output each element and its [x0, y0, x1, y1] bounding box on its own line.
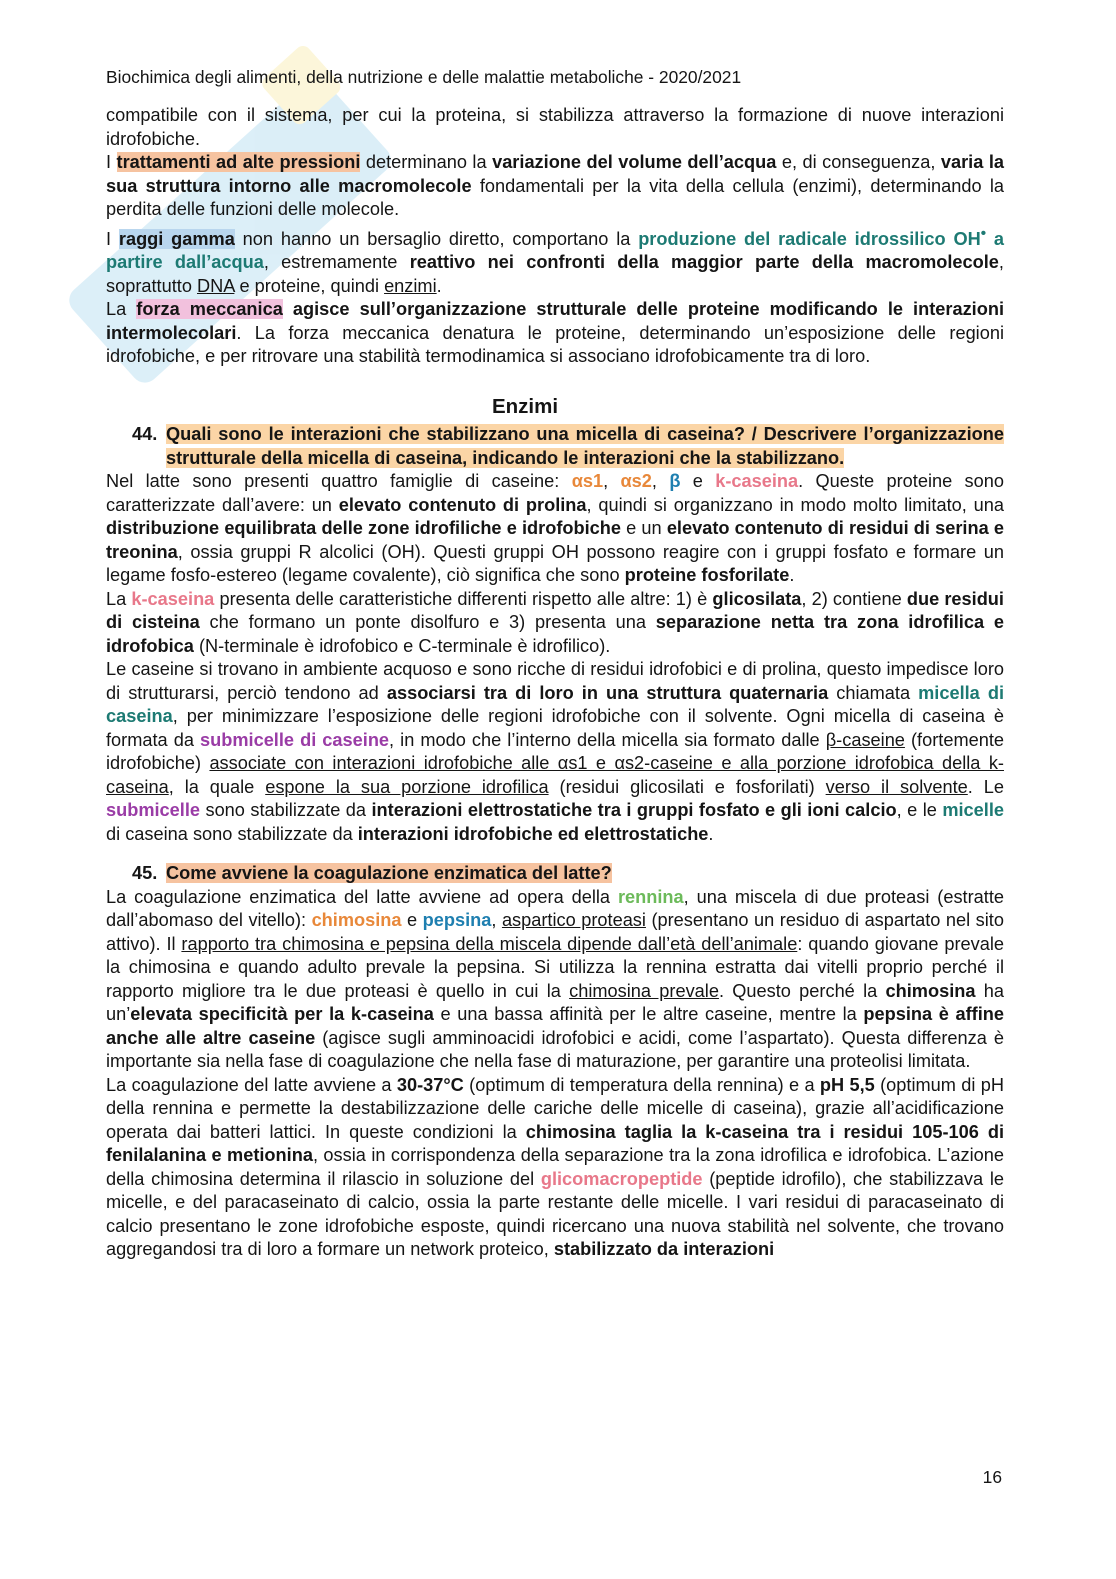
page-number: 16: [982, 1467, 1002, 1487]
highlight-term: trattamenti ad alte pressioni: [116, 152, 361, 172]
paragraph-gamma-rays: I raggi gamma non hanno un bersaglio diretto, comportano la produzione del radicale idrossilico OH• a partire dall’acqua, estremamente reattivo nei confronti della maggior parte della macromolecole, soprattutto DNA e proteine, quindi enzimi.: [106, 224, 1004, 296]
page-header: Biochimica degli alimenti, della nutrizione e delle malattie metaboliche - 2020/2021: [106, 67, 742, 87]
paragraph-mechanical-force: La forza meccanica agisce sull’organizzazione strutturale delle proteine modificando le interazioni intermolecolari. La forza meccanica denatura le proteine, determinando un’esposizione delle regioni idrofobiche, e per ritrovare una stabilità termodinamica si associano idrofobicamente tra di loro.: [106, 299, 1005, 367]
question-text: Quali sono le interazioni che stabilizzano una micella di caseina? / Descrivere l’organizzazione strutturale della micella di caseina, indicando le interazioni che la stabilizzano.: [166, 424, 1004, 468]
question-44: [106, 423, 1004, 470]
answer-paragraph: Le caseine si trovano in ambiente acquoso e sono ricche di residui idrofobici e di prolina, questo impedisce loro di strutturarsi, perciò tendono ad associarsi tra di loro in una struttura quaternaria chiamata micella di caseina, per minimizzare l’esposizione delle regioni idrofobiche con il solvente. Ogni micella di caseina è formata da submicelle di caseine, in modo che l’interno della micella sia formato dalle β-caseine (fortemente idrofobiche) associate con interazioni idrofobiche alle αs1 e αs2-caseine e alla porzione idrofobica della k-caseina, la quale espone la sua porzione idrofilica (residui glicosilati e fosforilati) verso il solvente. Le submicelle sono stabilizzate da interazioni elettrostatiche tra i gruppi fosfato e gli ioni calcio, e le micelle di caseina sono stabilizzate da interazioni idrofobiche ed elettrostatiche.: [106, 659, 1005, 844]
highlight-term: raggi gamma: [118, 228, 235, 249]
answer-paragraph: La coagulazione enzimatica del latte avviene ad opera della rennina, una miscela di due proteasi (estratte dall’abomaso del vitello): chimosina e pepsina, aspartico proteasi (presentano un residuo di aspartato nel sito attivo). Il rapporto tra chimosina e pepsina della miscela dipende dall’età dell’animale: quando giovane prevale la chimosina e quando adulto prevale la pepsina. Si utilizza la rennina estratta dai vitelli proprio perché il rapporto migliore tra le due proteasi è quello in cui la chimosina prevale. Questo perché la chimosina ha un’elevata specificità per la k-caseina e una bassa affinità per le altre caseine, mentre la pepsina è affine anche alle altre caseine (agisce sugli amminoacidi idrofobici e acidi, come l’aspartato). Questa differenza è importante sia nella fase di coagulazione che nella fase di maturazione, per garantire una proteolisi limitata.: [106, 886, 1004, 1072]
document-body: [106, 104, 1004, 1262]
question-text: Come avviene la coagulazione enzimatica del latte?: [166, 863, 612, 884]
highlight-term: forza meccanica: [136, 299, 283, 320]
paragraph: compatibile con il sistema, per cui la proteina, si stabilizza attraverso la formazione di nuove interazioni idrofobiche.: [106, 105, 1004, 149]
question-45: [106, 862, 1004, 886]
answer-paragraph: Nel latte sono presenti quattro famiglie di caseine: αs1, αs2, β e k-caseina. Queste proteine sono caratterizzate dall’avere: un elevato contenuto di prolina, quindi si organizzano in modo molto limitato, una distribuzione equilibrata delle zone idrofiliche e idrofobiche e un elevato contenuto di residui di serina e treonina, ossia gruppi R alcolici (OH). Questi gruppi OH possono reagire con i gruppi fosfato e formare un legame fosfo-estereo (legame covalente), ciò significa che sono proteine fosforilate.: [106, 471, 1004, 586]
paragraph-high-pressure: I trattamenti ad alte pressioni determinano la variazione del volume dell’acqua e, di conseguenza, varia la sua struttura intorno alle macromolecole fondamentali per la vita della cellula (enzimi), determinando la perdita delle funzioni delle molecole.: [106, 152, 1004, 219]
section-title: Enzimi: [491, 394, 559, 418]
answer-paragraph: La k-caseina presenta delle caratteristiche differenti rispetto alle altre: 1) è glicosilata, 2) contiene due residui di cisteina che formano un ponte disolfuro e 3) presenta una separazione netta tra zona idrofilica e idrofobica (N-terminale è idrofobico e C-terminale è idrofilico).: [106, 588, 1005, 656]
question-number: 44.: [132, 424, 158, 445]
question-number: 45.: [132, 863, 158, 884]
answer-paragraph: La coagulazione del latte avviene a 30-37°C (optimum di temperatura della rennina) e a pH 5,5 (optimum di pH della rennina e permette la destabilizzazione delle cariche delle micelle di caseina), grazie all’acidificazione operata dai batteri lattici. In queste condizioni la chimosina taglia la k-caseina tra i residui 105-106 di fenilalanina e metionina, ossia in corrispondenza della separazione tra la zona idrofilica e idrofobica. L’azione della chimosina determina il rilascio in soluzione del glicomacropeptide (peptide idrofilo), che stabilizzava le micelle, e del paracaseinato di calcio, ossia la parte restante delle micelle. I vari residui di paracaseinato di calcio presentano le zone idrofobiche esposte, quindi ricercano una nuova stabilità nel solvente, che trovano aggregandosi tra di loro a formare un network proteico, stabilizzato da interazioni: [106, 1074, 1004, 1260]
